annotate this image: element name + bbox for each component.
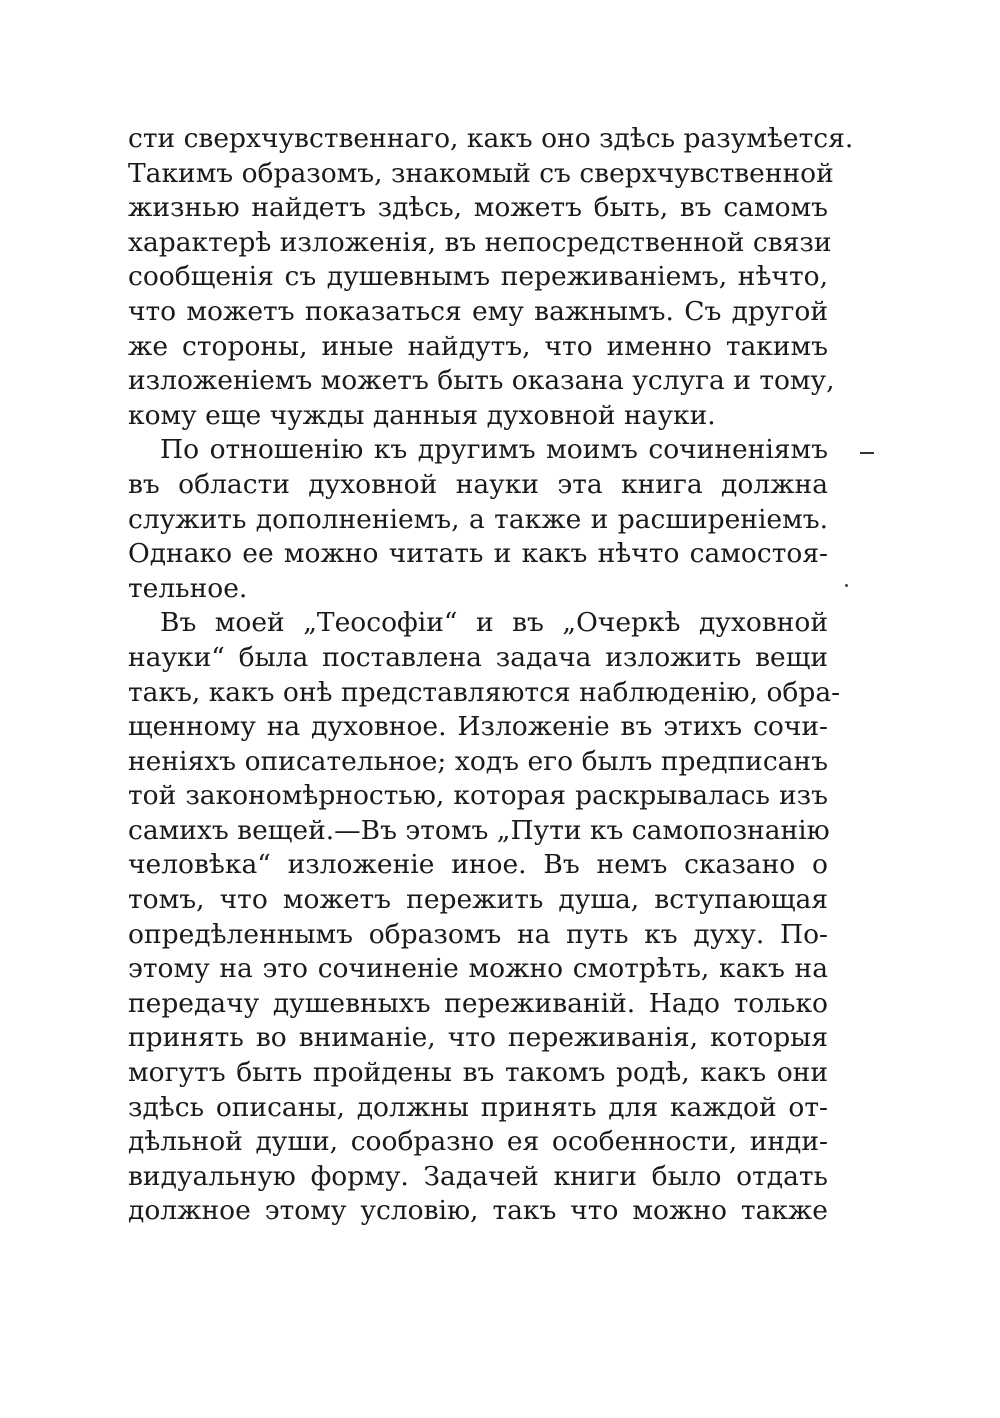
text-line: человѣка“ изложеніе иное. Въ немъ сказано о bbox=[128, 849, 828, 881]
text-line: жизнью найдетъ здѣсь, можетъ быть, въ самомъ bbox=[128, 192, 828, 224]
text-line: тельное. bbox=[128, 572, 248, 604]
text-line: опредѣленнымъ образомъ на путь къ духу. По- bbox=[128, 918, 828, 950]
text-line: видуальную форму. Задачей книги было отдать bbox=[128, 1160, 828, 1192]
text-line: щенному на духовное. Изложеніе въ этихъ сочи- bbox=[128, 711, 828, 743]
text-line: Такимъ образомъ, знакомый съ сверхчувственной bbox=[128, 157, 834, 189]
text-line: служить дополненіемъ, а также и расширеніемъ. bbox=[128, 503, 828, 535]
text-line: сообщенія съ душевнымъ переживаніемъ, нѣчто, bbox=[128, 261, 828, 293]
text-line: науки“ была поставлена задача изложить вещи bbox=[128, 641, 828, 673]
paragraph-3 bbox=[128, 606, 841, 1229]
text-line: сти сверхчувственнаго, какъ оно здѣсь разумѣется. bbox=[128, 123, 854, 154]
text-line: такъ, какъ онѣ представляются наблюденію, обра- bbox=[128, 676, 841, 708]
text-line: кому еще чужды данныя духовной науки. bbox=[128, 399, 716, 431]
margin-dot-mark bbox=[845, 584, 848, 587]
paragraph-2 bbox=[128, 433, 828, 606]
text-line: изложеніемъ можетъ быть оказана услуга и тому, bbox=[128, 365, 835, 397]
text-line: же стороны, иные найдутъ, что именно такимъ bbox=[128, 330, 828, 362]
text-line: могутъ быть пройдены въ такомъ родѣ, какъ они bbox=[128, 1057, 828, 1089]
text-line: Однако ее можно читать и какъ нѣчто самостоя- bbox=[128, 538, 828, 570]
text-line: здѣсь описаны, должны принять для каждой от- bbox=[128, 1091, 828, 1123]
text-line: той закономѣрностью, которая раскрывалась изъ bbox=[128, 780, 828, 812]
text-line: самихъ вещей.—Въ этомъ „Пути къ самопознанію bbox=[128, 814, 830, 846]
text-line: дѣльной души, сообразно ея особенности, инди- bbox=[128, 1126, 828, 1158]
text-line: неніяхъ описательное; ходъ его былъ предписанъ bbox=[128, 745, 828, 777]
text-line: въ области духовной науки эта книга должна bbox=[128, 468, 828, 500]
text-line: этому на это сочиненіе можно смотрѣть, какъ на bbox=[128, 953, 828, 985]
text-line: Въ моей „Теософіи“ и въ „Очеркѣ духовной bbox=[160, 607, 828, 639]
text-line: принять во вниманіе, что переживанія, которыя bbox=[128, 1022, 828, 1054]
paragraph-1 bbox=[128, 122, 854, 433]
text-line: характерѣ изложенія, въ непосредственной связи bbox=[128, 226, 832, 258]
text-line: передачу душевныхъ переживаній. Надо только bbox=[128, 987, 828, 1019]
margin-dash-mark bbox=[860, 452, 874, 454]
page-text bbox=[128, 122, 854, 1229]
text-line: По отношенію къ другимъ моимъ сочиненіямъ bbox=[160, 434, 828, 466]
text-line: томъ, что можетъ пережить душа, вступающая bbox=[128, 884, 828, 916]
text-line: что можетъ показаться ему важнымъ. Съ другой bbox=[128, 295, 828, 327]
text-line: должное этому условію, такъ что можно также bbox=[128, 1195, 828, 1227]
